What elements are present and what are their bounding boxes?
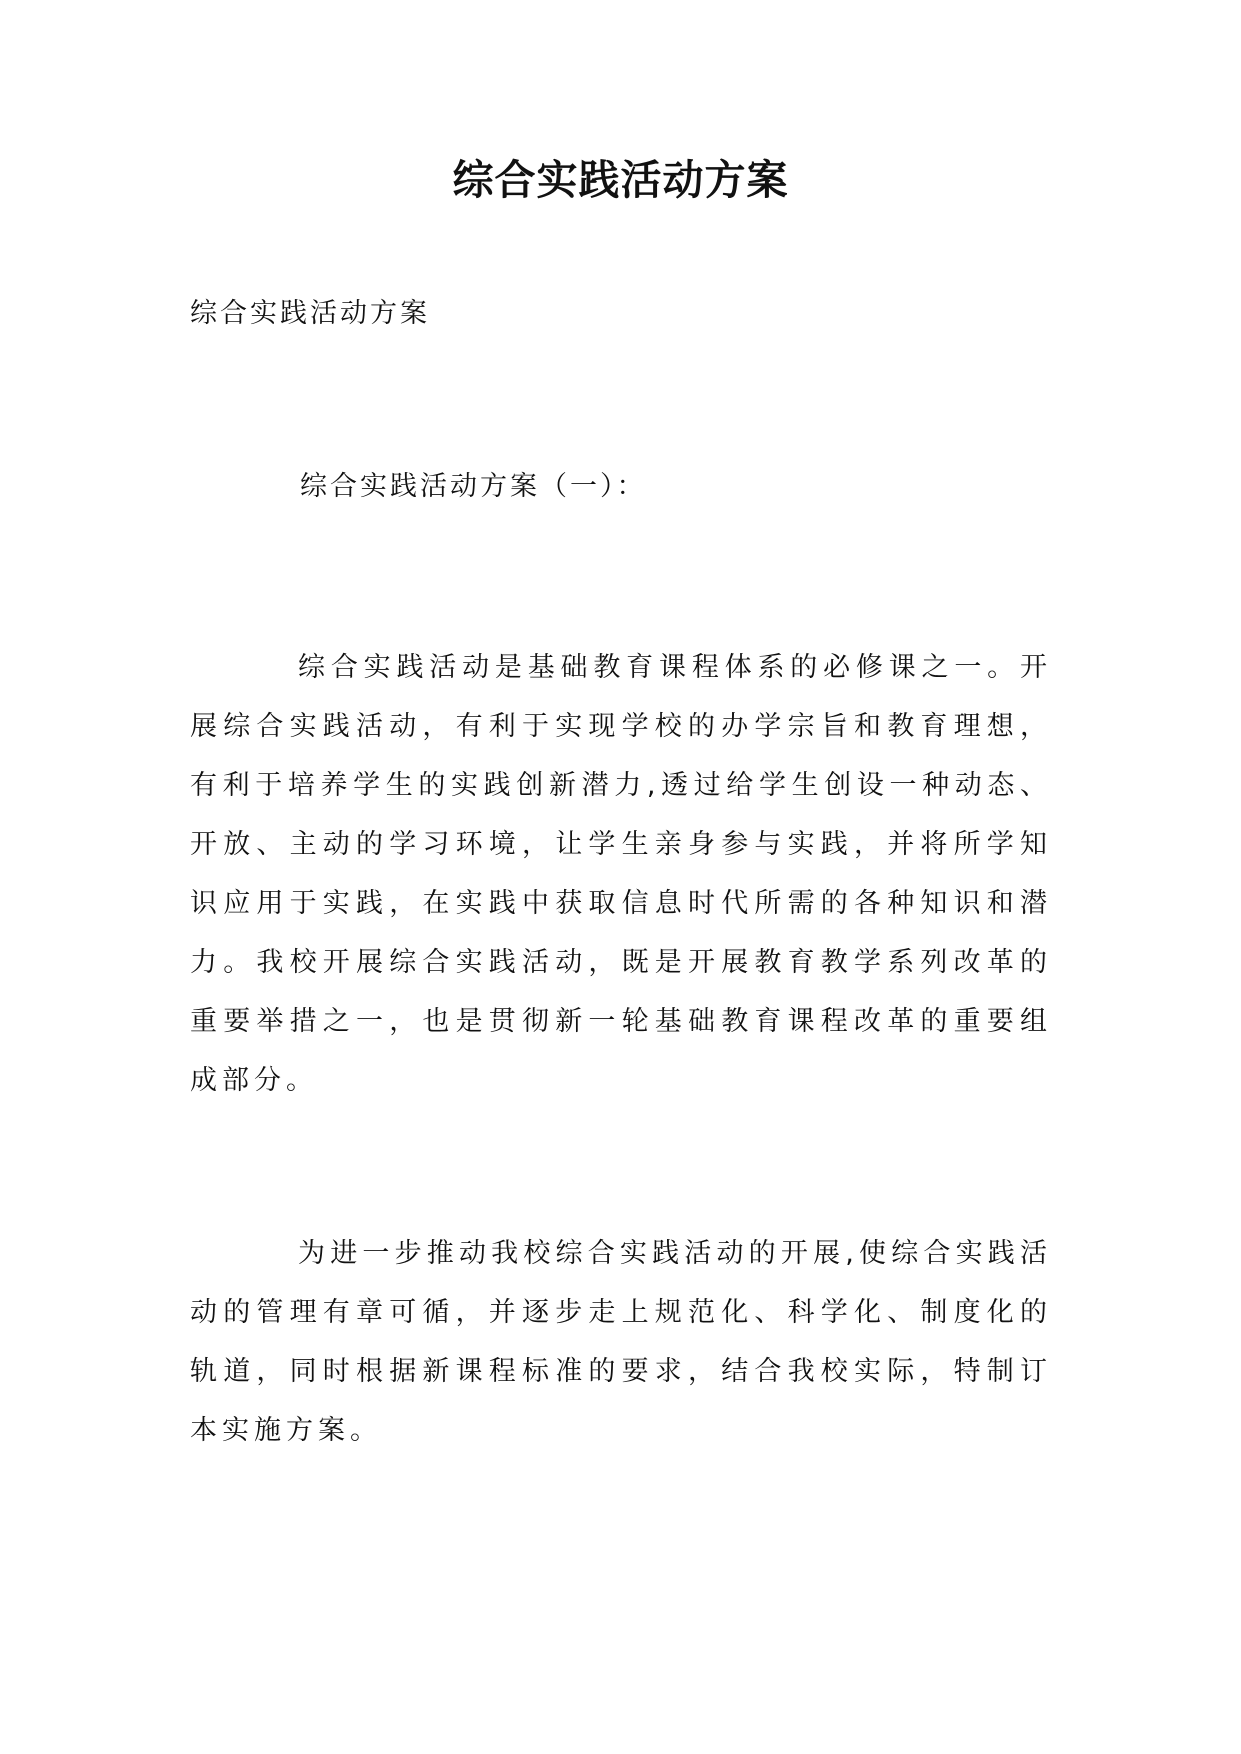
document-title: 综合实践活动方案 (452, 156, 789, 204)
document-subtitle: 综合实践活动方案 (190, 298, 430, 329)
body-paragraph-1: 综合实践活动是基础教育课程体系的必修课之一。开展综合实践活动，有利于实现学校的办学宗旨和教育理想，有利于培养学生的实践创新潜力,透过给学生创设一种动态、开放、主动的学习环境，让学生亲身参与实践，并将所学知识应用于实践，在实践中获取信息时代所需的各种知识和潜力。我校开展综合实践活动，既是开展教育教学系列改革的重要举措之一，也是贯彻新一轮基础教育课程改革的重要组成部分。 (190, 652, 1052, 1096)
section-heading: 综合实践活动方案（一）： (300, 471, 647, 502)
body-paragraph-2: 为进一步推动我校综合实践活动的开展,使综合实践活动的管理有章可循，并逐步走上规范化、科学化、制度化的轨道，同时根据新课程标准的要求，结合我校实际，特制订本实施方案。 (190, 1238, 1052, 1446)
